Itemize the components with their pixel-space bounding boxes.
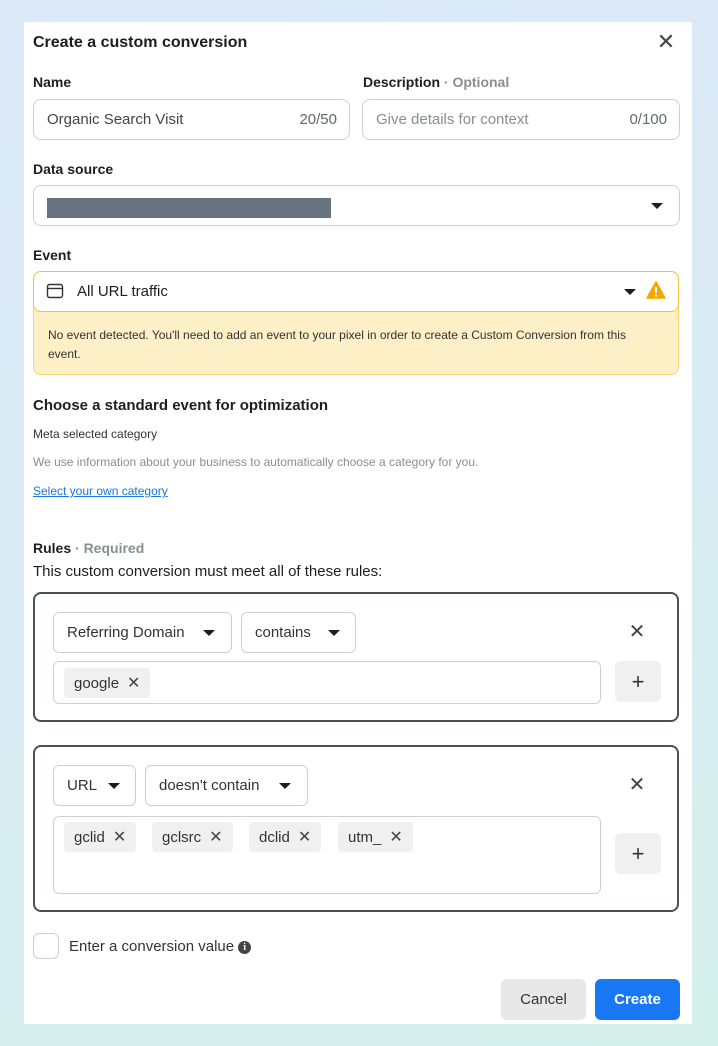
- chevron-down-icon: [279, 783, 291, 789]
- data-source-label: Data source: [33, 161, 114, 177]
- value-tag: [64, 822, 136, 852]
- conversion-value-label: [69, 938, 251, 955]
- close-icon[interactable]: ✕: [656, 29, 676, 54]
- warning-icon: [646, 281, 666, 299]
- name-label: Name: [33, 74, 72, 90]
- value-tag: [338, 822, 413, 852]
- calendar-icon: [46, 282, 64, 300]
- redacted-data-source-value: [47, 198, 331, 218]
- rules-required: · Required: [75, 540, 145, 556]
- rule-values-input[interactable]: [53, 661, 601, 704]
- rule-card: [33, 745, 679, 912]
- rule-card: [33, 592, 679, 722]
- rule-field-value: URL: [67, 777, 98, 794]
- add-value-button[interactable]: +: [615, 661, 661, 702]
- name-counter: 20/50: [299, 111, 337, 128]
- value-tag: [249, 822, 321, 852]
- conversion-value-label-text: Enter a conversion value: [69, 938, 235, 955]
- value-tag-label: utm_: [348, 829, 382, 846]
- description-label-text: Description: [363, 74, 441, 90]
- remove-tag-icon[interactable]: ✕: [297, 829, 312, 846]
- rule-operator-value: doesn't contain: [159, 777, 260, 794]
- rule-field-dropdown[interactable]: [53, 765, 136, 806]
- rule-values-input[interactable]: [53, 816, 601, 894]
- optimization-title: Choose a standard event for optimization: [33, 397, 329, 414]
- optimization-hint: We use information about your business to automatically choose a category for you.: [33, 455, 479, 469]
- chevron-down-icon: [203, 630, 215, 636]
- value-tag: [152, 822, 233, 852]
- chevron-down-icon: [624, 289, 636, 295]
- add-value-button[interactable]: +: [615, 833, 661, 874]
- description-field[interactable]: [362, 99, 680, 140]
- rule-operator-dropdown[interactable]: [145, 765, 308, 806]
- remove-rule-icon[interactable]: ✕: [628, 621, 646, 643]
- create-button[interactable]: Create: [595, 979, 680, 1020]
- description-label: [363, 74, 509, 90]
- chevron-down-icon: [651, 203, 663, 209]
- event-warning-text: No event detected. You'll need to add an event to your pixel in order to create a Custom Conversion from this event.: [48, 328, 626, 361]
- rules-description: This custom conversion must meet all of these rules:: [33, 563, 383, 580]
- event-label: Event: [33, 247, 72, 263]
- rule-operator-dropdown[interactable]: [241, 612, 356, 653]
- rule-field-value: Referring Domain: [67, 624, 185, 641]
- data-source-select[interactable]: [33, 185, 680, 226]
- info-icon[interactable]: i: [238, 941, 251, 954]
- remove-tag-icon[interactable]: ✕: [389, 829, 403, 846]
- description-placeholder: Give details for context: [376, 111, 529, 128]
- remove-tag-icon[interactable]: ✕: [209, 829, 223, 846]
- cancel-button[interactable]: Cancel: [501, 979, 586, 1020]
- optimization-category: Meta selected category: [33, 427, 158, 441]
- value-tag-label: google: [74, 675, 120, 692]
- rules-label: [33, 540, 144, 556]
- rule-operator-value: contains: [255, 624, 311, 641]
- remove-tag-icon[interactable]: ✕: [112, 829, 127, 846]
- description-optional: · Optional: [443, 74, 510, 90]
- event-select[interactable]: [33, 271, 679, 312]
- value-tag-label: gclid: [74, 829, 105, 846]
- description-counter: 0/100: [629, 111, 667, 128]
- event-warning-box: [33, 271, 679, 375]
- dialog-title: Create a custom conversion: [33, 34, 248, 51]
- name-field[interactable]: [33, 99, 350, 140]
- chevron-down-icon: [328, 630, 340, 636]
- conversion-value-checkbox[interactable]: [33, 933, 59, 959]
- remove-tag-icon[interactable]: ✕: [127, 675, 141, 692]
- create-custom-conversion-dialog: [24, 22, 692, 1024]
- value-tag-label: dclid: [259, 829, 290, 846]
- chevron-down-icon: [108, 783, 120, 789]
- select-own-category-link[interactable]: Select your own category: [33, 484, 168, 498]
- name-value: Organic Search Visit: [47, 111, 184, 128]
- value-tag: [64, 668, 150, 698]
- value-tag-label: gclsrc: [162, 829, 202, 846]
- rule-field-dropdown[interactable]: [53, 612, 232, 653]
- rules-label-text: Rules: [33, 540, 72, 556]
- event-value: All URL traffic: [77, 283, 168, 300]
- remove-rule-icon[interactable]: ✕: [628, 774, 646, 796]
